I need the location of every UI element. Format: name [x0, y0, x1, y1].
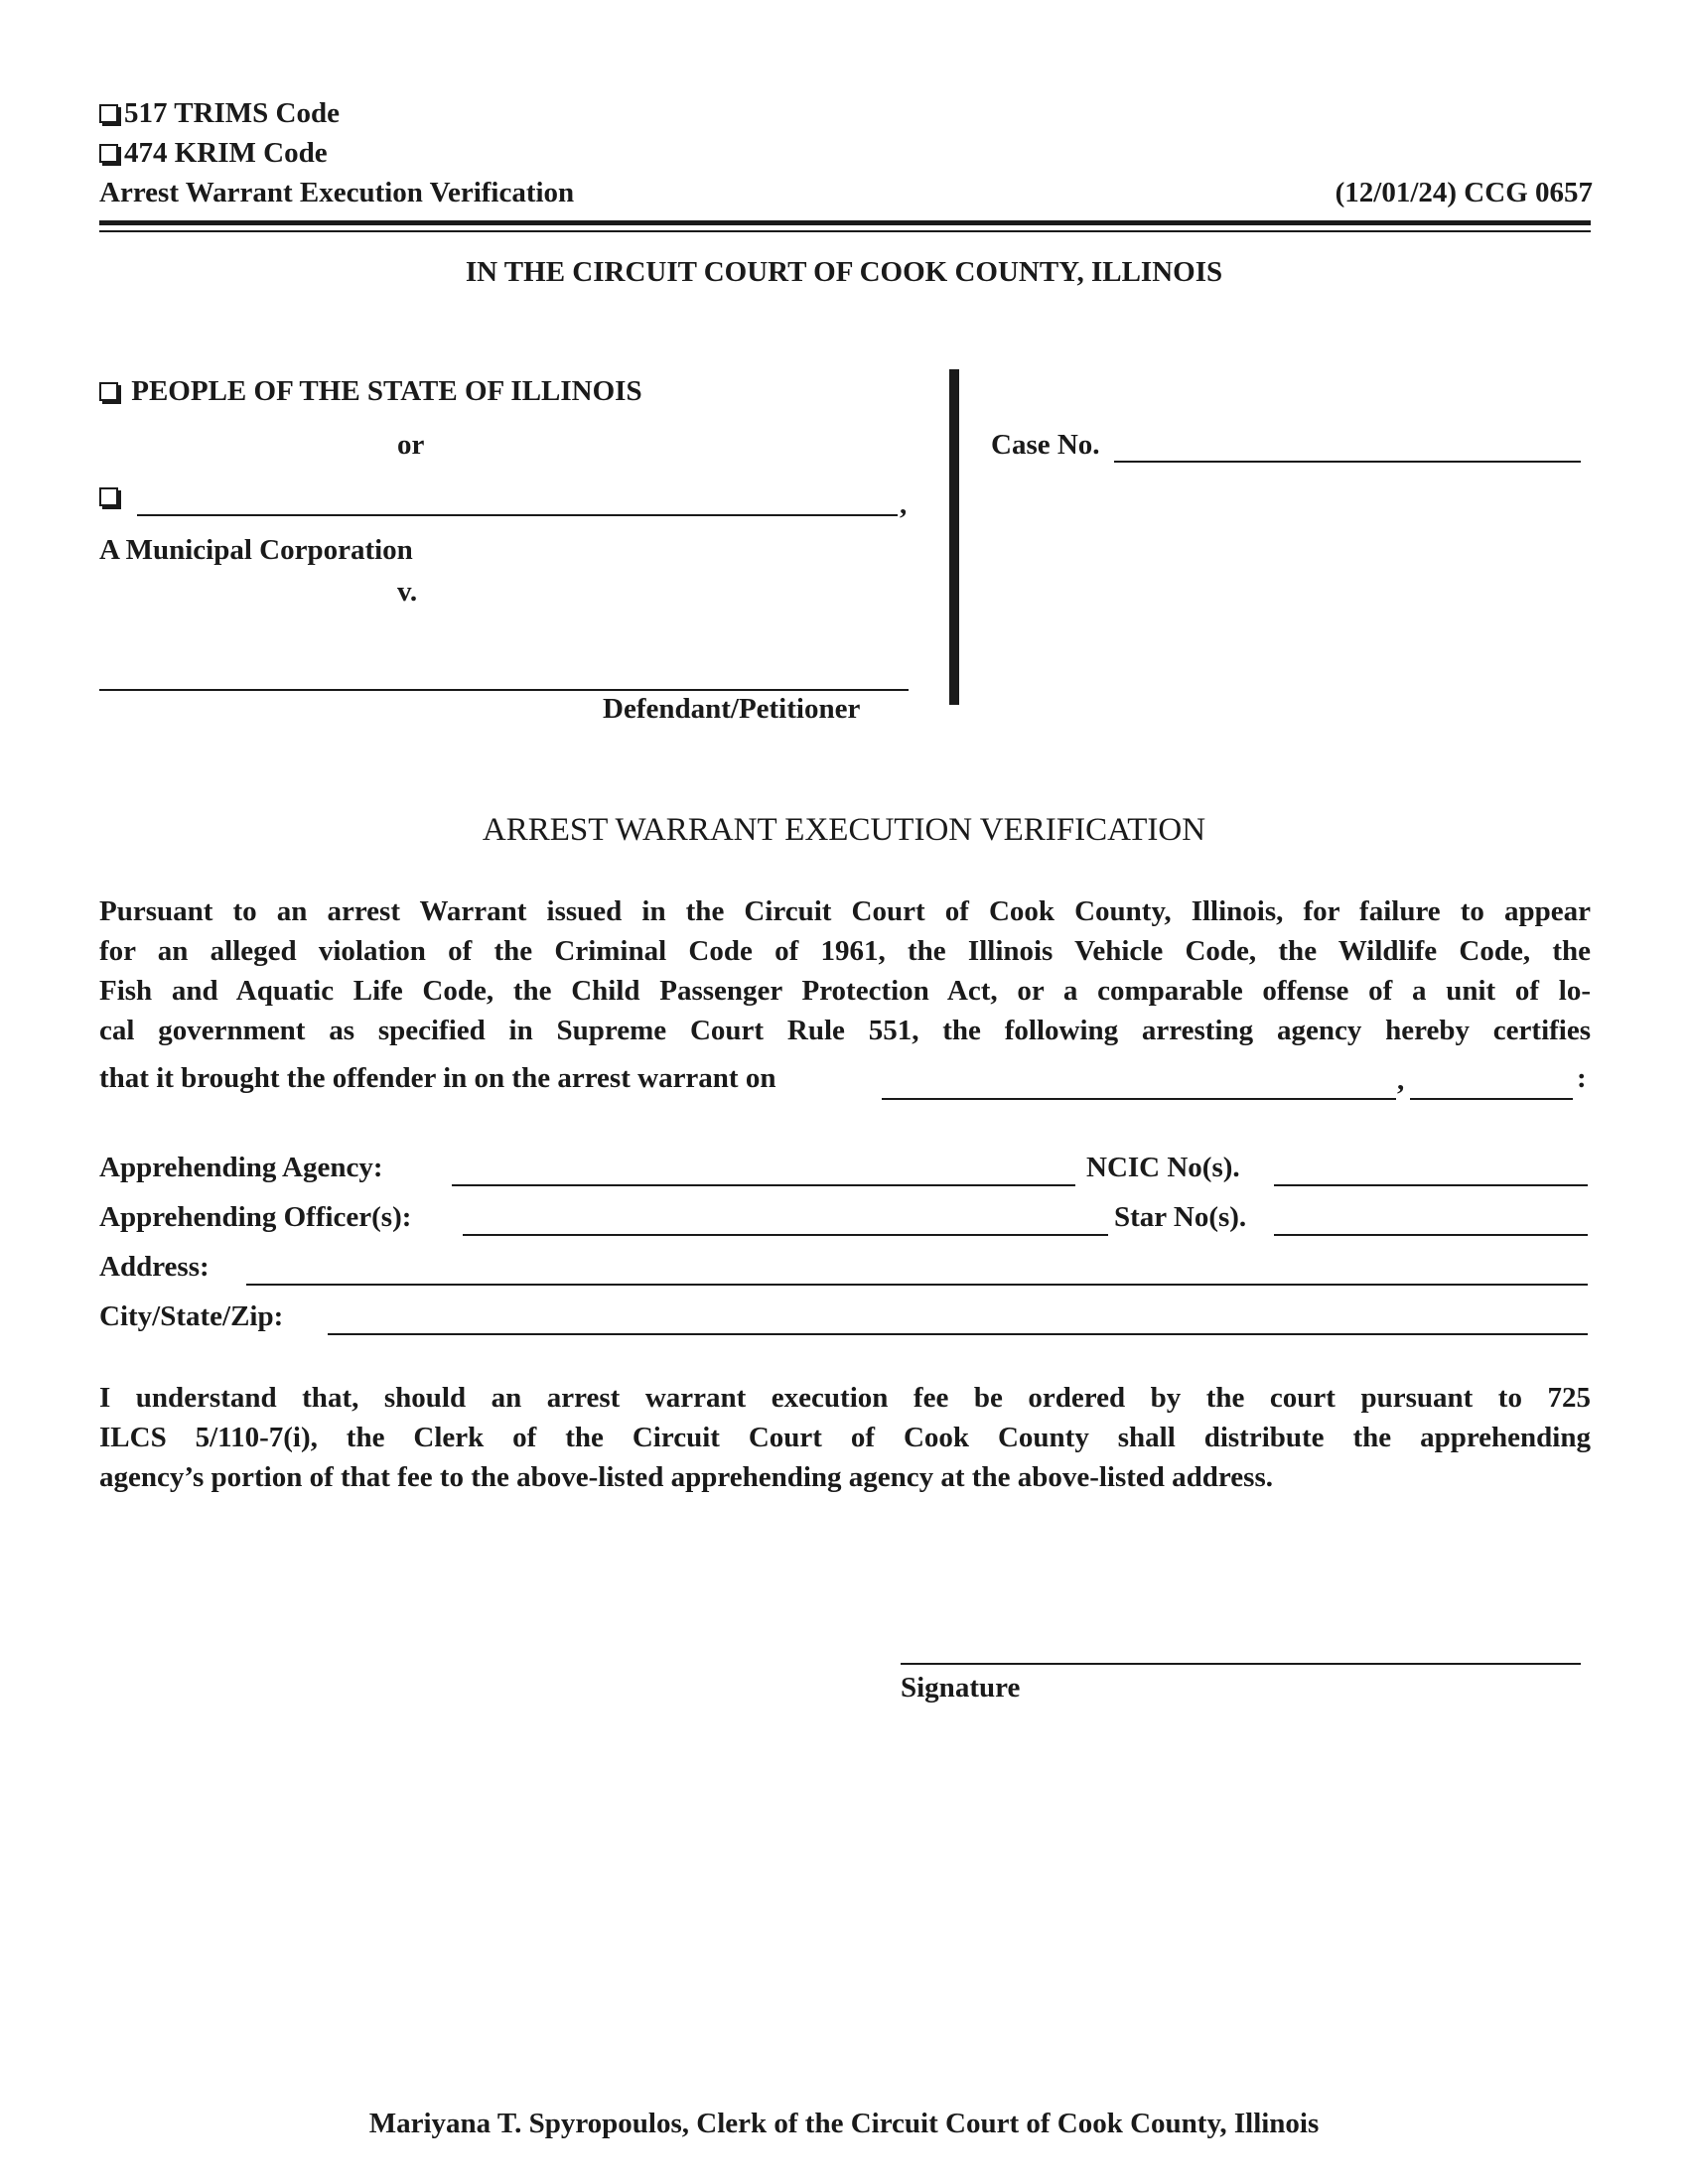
case-no-label: Case No. [991, 429, 1100, 461]
city-state-zip-field[interactable] [328, 1333, 1588, 1335]
signature-field[interactable] [901, 1663, 1581, 1665]
caption-divider [949, 369, 959, 705]
trims-checkbox[interactable] [99, 104, 118, 123]
agency-field[interactable] [452, 1184, 1075, 1186]
municipal-corp-label: A Municipal Corporation [99, 534, 413, 566]
understand-line-3: agency’s portion of that fee to the above-listed apprehending agency at the above-listed address. [99, 1461, 1273, 1493]
krim-checkbox[interactable] [99, 144, 118, 163]
understand-line-2: ILCS 5/110-7(i), the Clerk of the Circuit Court of Cook County shall distribute the apprehending [99, 1422, 1591, 1453]
versus-label: v. [397, 576, 418, 608]
clerk-footer: Mariyana T. Spyropoulos, Clerk of the Circuit Court of Cook County, Illinois [368, 2108, 1320, 2139]
officer-label: Apprehending Officer(s): [99, 1201, 412, 1233]
city-state-zip-label: City/State/Zip: [99, 1300, 284, 1332]
time-colon: : [1577, 1062, 1587, 1094]
krim-code-option[interactable] [99, 137, 328, 170]
date-comma: , [1397, 1064, 1405, 1096]
form-number: (12/01/24) CCG 0657 [1335, 177, 1593, 208]
pursuant-line-4: cal government as specified in Supreme Court Rule 551, the following arresting agency hereby certifies [99, 1015, 1591, 1046]
ncic-label: NCIC No(s). [1086, 1152, 1240, 1183]
arrest-time-field[interactable] [1410, 1098, 1573, 1100]
pursuant-line-1: Pursuant to an arrest Warrant issued in the Circuit Court of Cook County, Illinois, for failure to appear [99, 895, 1591, 927]
trims-code-label: 517 TRIMS Code [124, 97, 340, 129]
krim-code-label: 474 KRIM Code [124, 137, 328, 169]
signature-label: Signature [901, 1672, 1021, 1704]
court-title: IN THE CIRCUIT COURT OF COOK COUNTY, ILLINOIS [465, 256, 1223, 288]
pursuant-line-2: for an alleged violation of the Criminal Code of 1961, the Illinois Vehicle Code, the Wildlife Code, the [99, 935, 1591, 967]
star-field[interactable] [1274, 1234, 1588, 1236]
ncic-field[interactable] [1274, 1184, 1588, 1186]
address-field[interactable] [246, 1284, 1588, 1286]
people-checkbox[interactable] [99, 382, 118, 401]
or-label: or [397, 429, 425, 461]
municipality-checkbox[interactable] [99, 487, 118, 506]
people-label: PEOPLE OF THE STATE OF ILLINOIS [131, 375, 642, 407]
people-option[interactable] [99, 375, 642, 408]
defendant-field[interactable] [99, 689, 909, 691]
municipality-option[interactable] [99, 480, 124, 513]
pursuant-line-5: that it brought the offender in on the arrest warrant on [99, 1062, 776, 1094]
arrest-date-field[interactable] [882, 1098, 1396, 1100]
address-label: Address: [99, 1251, 210, 1283]
header-rule-thick [99, 220, 1591, 225]
caption-comma: , [900, 488, 908, 520]
case-no-field[interactable] [1114, 461, 1581, 463]
document-title: ARREST WARRANT EXECUTION VERIFICATION [482, 812, 1206, 848]
defendant-label: Defendant/Petitioner [603, 693, 861, 725]
trims-code-option[interactable] [99, 97, 340, 130]
pursuant-line-3: Fish and Aquatic Life Code, the Child Passenger Protection Act, or a comparable offense of a unit of lo- [99, 975, 1591, 1007]
municipality-name-field[interactable] [137, 514, 898, 516]
star-label: Star No(s). [1114, 1201, 1247, 1233]
understand-line-1: I understand that, should an arrest warrant execution fee be ordered by the court pursuant to 725 [99, 1382, 1591, 1414]
form-title: Arrest Warrant Execution Verification [99, 177, 575, 208]
officer-field[interactable] [463, 1234, 1108, 1236]
agency-label: Apprehending Agency: [99, 1152, 383, 1183]
header-rule-thin [99, 230, 1591, 232]
